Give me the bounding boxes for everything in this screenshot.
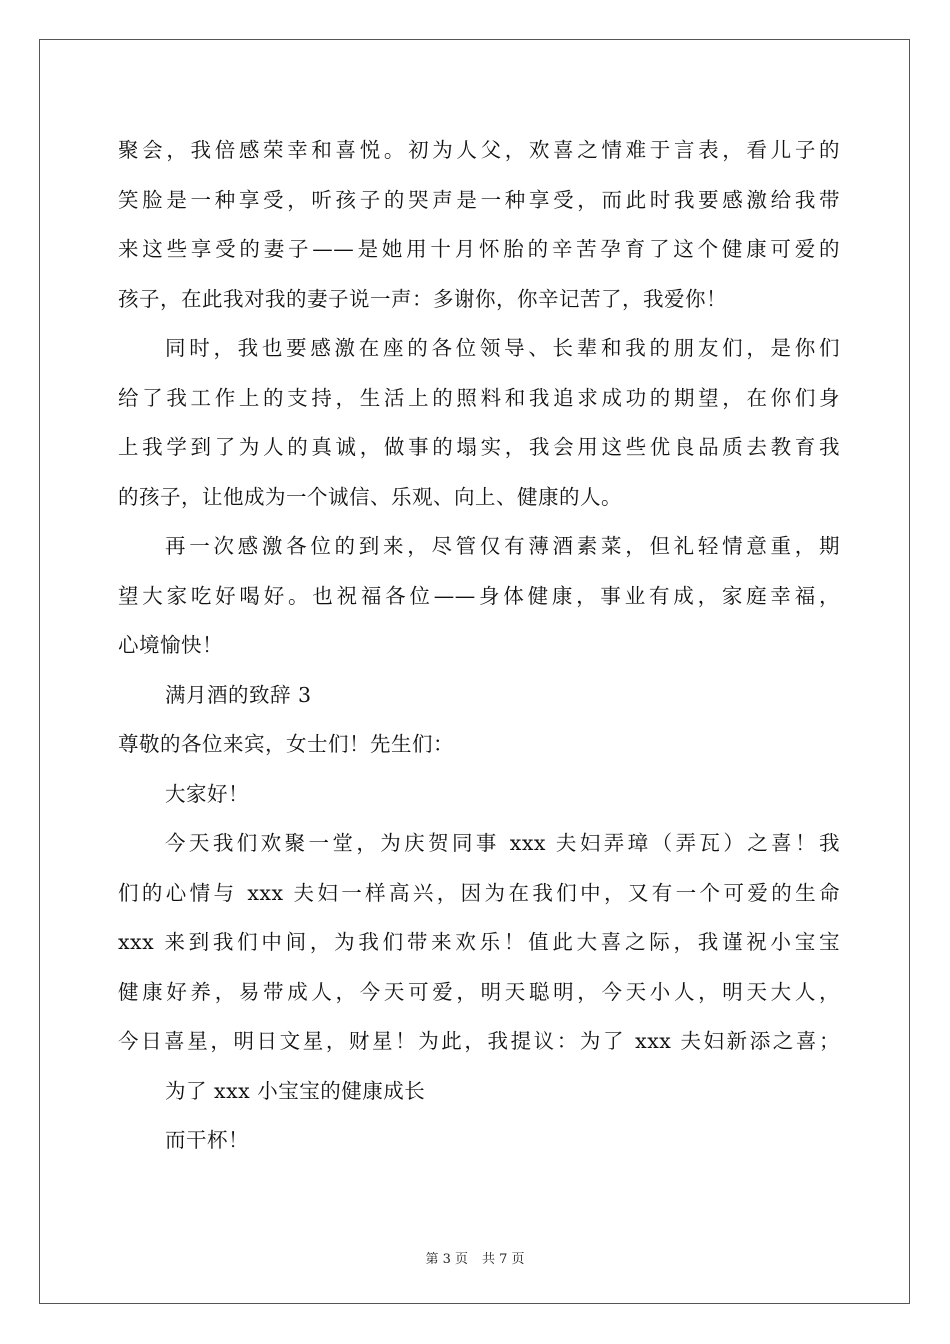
text-line: 大家好！	[165, 781, 249, 806]
text-line: 满月酒的致辞 3	[165, 682, 312, 707]
text-line: 而干杯！	[165, 1128, 249, 1152]
text-line: 给了我工作上的支持，生活上的照料和我追求成功的期望，在你们身	[118, 385, 840, 410]
text-line: 上我学到了为人的真诚，做事的塌实，我会用这些优良品质去教育我	[118, 435, 840, 459]
text-line: 健康好养，易带成人，今天可爱，明天聪明，今天小人，明天大人，	[118, 979, 840, 1004]
page-number: 第 3 页	[425, 1252, 468, 1267]
text-line: 来这些享受的妻子——是她用十月怀胎的辛苦孕育了这个健康可爱的	[118, 237, 840, 261]
text-line: 再一次感激各位的到来，尽管仅有薄酒素菜，但礼轻情意重，期	[165, 534, 840, 558]
text-line: 们的心情与 xxx 夫妇一样高兴，因为在我们中，又有一个可爱的生命	[118, 880, 840, 905]
text-line: 笑脸是一种享受，听孩子的哭声是一种享受，而此时我要感激给我带	[118, 187, 840, 212]
text-line: 尊敬的各位来宾，女士们！先生们：	[118, 732, 454, 756]
text-line: xxx 来到我们中间，为我们带来欢乐！值此大喜之际，我谨祝小宝宝	[118, 930, 840, 954]
text-line: 今天我们欢聚一堂，为庆贺同事 xxx 夫妇弄璋（弄瓦）之喜！我	[165, 831, 840, 855]
text-line: 孩子，在此我对我的妻子说一声：多谢你，你辛记苦了，我爱你！	[118, 286, 727, 311]
text-line: 望大家吃好喝好。也祝福各位——身体健康，事业有成，家庭幸福，	[118, 583, 840, 608]
text-line: 心境愉快！	[118, 633, 223, 657]
text-line: 同时，我也要感激在座的各位领导、长辈和我的朋友们，是你们	[165, 336, 840, 360]
page-footer	[0, 1248, 950, 1267]
text-line: 的孩子，让他成为一个诚信、乐观、向上、健康的人。	[118, 484, 622, 509]
text-line: 今日喜星，明日文星，财星！为此，我提议：为了 xxx 夫妇新添之喜；	[118, 1029, 840, 1053]
document-body	[118, 126, 840, 1166]
text-line: 为了 xxx 小宝宝的健康成长	[165, 1078, 426, 1103]
page-total: 共 7 页	[482, 1252, 525, 1267]
text-line: 聚会，我倍感荣幸和喜悦。初为人父，欢喜之情难于言表，看儿子的	[118, 138, 840, 162]
